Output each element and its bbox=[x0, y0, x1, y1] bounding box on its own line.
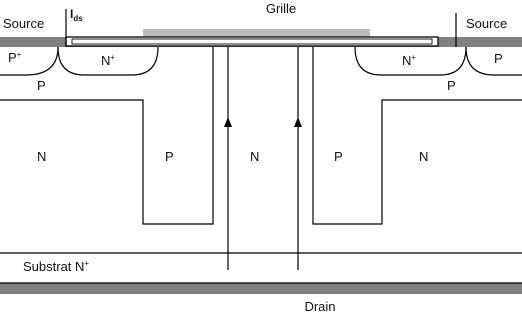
gate-electrode bbox=[143, 29, 370, 37]
current-label-sub: ds bbox=[73, 14, 83, 23]
drain-label: Drain bbox=[304, 299, 336, 314]
region-substrate bbox=[23, 259, 89, 274]
current-label-main: I bbox=[70, 7, 74, 21]
region-n-plus-right-main: N bbox=[402, 53, 412, 68]
current-label bbox=[70, 7, 83, 23]
region-n-plus-left-sup: + bbox=[110, 53, 116, 62]
source-label-left: Source bbox=[3, 16, 45, 31]
region-p-right: P bbox=[447, 78, 456, 93]
region-n-left: N bbox=[37, 149, 47, 164]
region-p-plus-left-sup: + bbox=[16, 50, 22, 59]
region-n-plus-left-main: N bbox=[101, 53, 111, 68]
region-substrate-main: Substrat N bbox=[23, 259, 85, 274]
source-label-right: Source bbox=[466, 16, 508, 31]
region-n-center: N bbox=[250, 149, 260, 164]
region-p-pillar-right: P bbox=[334, 149, 343, 164]
current-arrow-left bbox=[224, 117, 232, 127]
region-p-right-small: P bbox=[494, 51, 503, 66]
drain-metal-layer bbox=[0, 283, 522, 294]
gate-oxide bbox=[66, 37, 438, 46]
region-p-pillar-left: P bbox=[165, 149, 174, 164]
region-substrate-sup: + bbox=[84, 259, 90, 268]
region-n-plus-right-sup: + bbox=[411, 53, 417, 62]
region-n-plus-left bbox=[101, 53, 115, 68]
gate-label: Grille bbox=[265, 1, 297, 16]
region-p-plus-left-main: P bbox=[8, 50, 17, 65]
current-arrow-right bbox=[294, 117, 302, 127]
p-body-left bbox=[0, 47, 213, 224]
region-p-plus-left bbox=[8, 50, 22, 65]
region-p-left: P bbox=[37, 78, 46, 93]
region-n-plus-right bbox=[402, 53, 416, 68]
p-body-right bbox=[313, 47, 522, 224]
region-n-right: N bbox=[419, 149, 429, 164]
